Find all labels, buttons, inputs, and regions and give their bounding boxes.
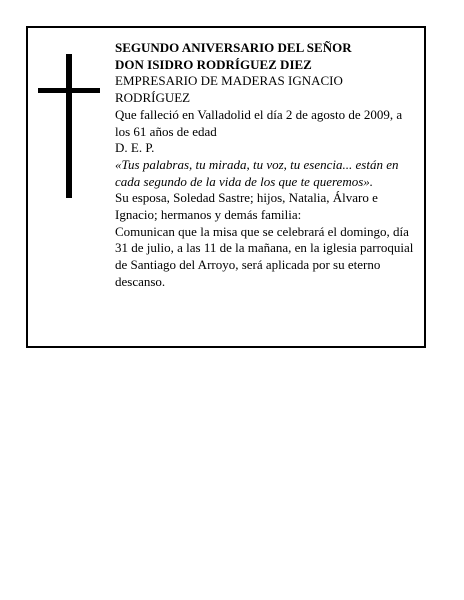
notice-death-info: Que falleció en Valladolid el día 2 de agosto de 2009, a los 61 años de edad [115,106,403,139]
notice-title-line-1: SEGUNDO ANIVERSARIO DEL SEÑOR [115,40,352,55]
notice-rip: D. E. P. [115,140,155,156]
cross-icon [38,54,100,198]
cross-horizontal-bar [38,88,100,93]
notice-occupation: EMPRESARIO DE MADERAS IGNACIO RODRÍGUEZ [115,73,343,106]
obituary-notice [26,26,426,348]
notice-title-line-2: DON ISIDRO RODRÍGUEZ DIEZ [115,56,312,72]
notice-family: Su esposa, Soledad Sastre; hijos, Natalia, Álvaro e Ignacio; hermanos y demás familia: [115,190,378,223]
cross-vertical-bar [66,54,72,198]
notice-quote: «Tus palabras, tu mirada, tu voz, tu esencia... están en cada segundo de la vida de los que te queremos». [115,156,399,189]
notice-text [115,40,420,291]
notice-mass-announcement: Comunican que la misa que se celebrará el domingo, día 31 de julio, a las 11 de la mañana, en la iglesia parroquial de Santiago del Arroyo, será aplicada por su eterno descanso. [115,223,414,289]
